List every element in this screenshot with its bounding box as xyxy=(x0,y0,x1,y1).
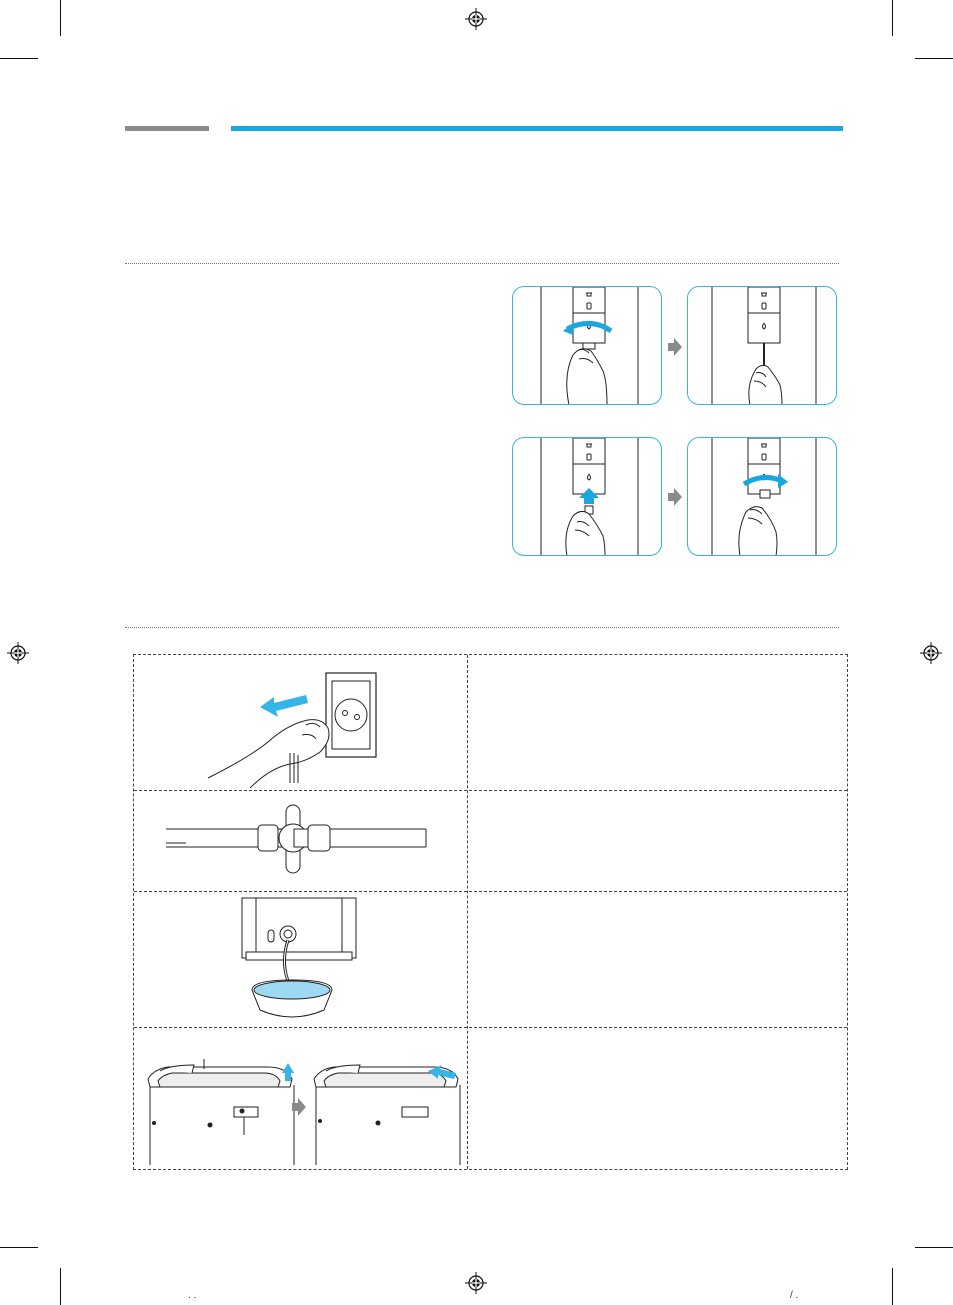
table-row-divider xyxy=(134,891,847,892)
drain-into-bowl-illustration xyxy=(234,896,364,1024)
crop-mark-bottom-right-v xyxy=(892,1268,893,1305)
step-panel-push-up xyxy=(512,437,662,556)
dispenser-pull-down-illustration xyxy=(688,287,837,405)
next-step-arrow-icon xyxy=(668,488,682,506)
crop-mark-top-left-v xyxy=(60,0,61,36)
table-row-divider xyxy=(134,790,847,791)
registration-mark-bottom-icon xyxy=(465,1272,487,1294)
table-row-divider xyxy=(134,1027,847,1028)
next-step-arrow-icon xyxy=(668,338,682,356)
section-divider-1 xyxy=(125,263,839,264)
water-supply-valve-illustration xyxy=(164,801,434,881)
crop-mark-bottom-left-h xyxy=(0,1247,38,1248)
dispenser-turn-left-illustration xyxy=(513,287,662,405)
crop-mark-top-right-h xyxy=(915,58,953,59)
registration-mark-right-icon xyxy=(920,642,942,664)
crop-mark-bottom-left-v xyxy=(60,1268,61,1305)
footer-mark-right: / . xyxy=(790,1290,799,1301)
footer-mark-left: . . xyxy=(188,1290,197,1301)
step-panel-turn-right xyxy=(687,437,837,556)
header-rule-grey xyxy=(125,126,209,131)
procedure-table xyxy=(133,654,848,1170)
dispenser-push-up-illustration xyxy=(513,438,662,556)
crop-mark-top-left-h xyxy=(0,58,38,59)
step-panel-turn-left xyxy=(512,286,662,405)
step-panel-pull-down xyxy=(687,286,837,405)
remove-top-cover-illustration xyxy=(144,1035,464,1167)
registration-mark-left-icon xyxy=(7,642,29,664)
header-rule-blue xyxy=(231,126,843,131)
unplug-power-cord-illustration xyxy=(194,663,454,788)
crop-mark-top-right-v xyxy=(892,0,893,36)
crop-mark-bottom-right-h xyxy=(915,1247,953,1248)
registration-mark-top-icon xyxy=(465,8,487,30)
section-divider-2 xyxy=(125,627,839,628)
dispenser-turn-right-illustration xyxy=(688,438,837,556)
table-column-divider xyxy=(467,655,468,1169)
